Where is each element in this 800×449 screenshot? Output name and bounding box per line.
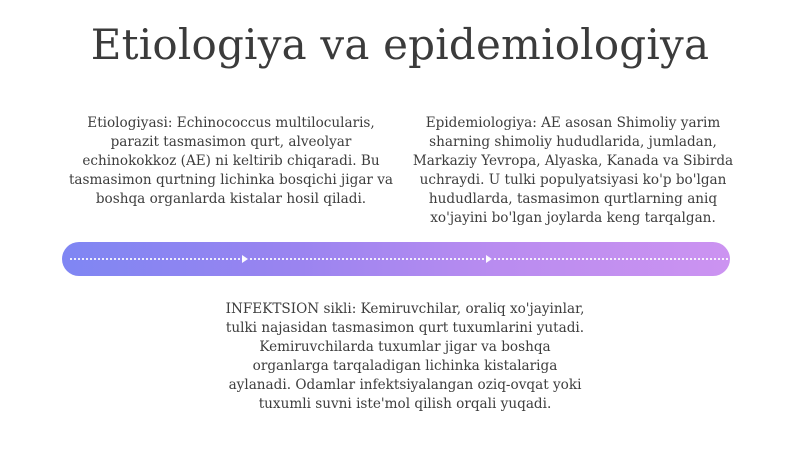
timeline-bar — [62, 242, 730, 276]
etiology-text: Etiologiyasi: Echinococcus multilocularis, parazit tasmasimon qurt, alveolyar echinokokkoz (AE) ni keltirib chiqaradi. Bu tasmasimon qurtning lichinka bosqichi jigar va boshqa organlarda kistalar hosil qiladi. — [68, 115, 394, 207]
timeline-arrow-1 — [70, 258, 244, 260]
arrow-head-icon — [760, 255, 766, 263]
timeline-arrow-2 — [250, 258, 488, 260]
arrow-head-icon — [486, 255, 492, 263]
timeline-arrow-3 — [494, 258, 762, 260]
arrow-head-icon — [242, 255, 248, 263]
slide-title: Etiologiya va epidemiologiya — [90, 20, 710, 69]
epidemiology-text: Epidemiologiya: AE asosan Shimoliy yarim sharning shimoliy hududlarida, jumladan, Markaziy Yevropa, Alyaska, Kanada va Sibirda uchraydi. U tulki populyatsiyasi ko'p bo'lgan hududlarda, tasmasimon qurtlarning aniq xo'jayini bo'lgan joylarda keng tarqalgan. — [412, 115, 734, 226]
infection-cycle-text: INFEKTSION sikli: Kemiruvchilar, oraliq xo'jayinlar, tulki najasidan tasmasimon qurt tuxumlarini yutadi. Kemiruvchilarda tuxumlar jigar va boshqa organlarga tarqaladigan lichinka kistalariga aylanadi. Odamlar infektsiyalangan oziq-ovqat yoki tuxumli suvni iste'mol qilish orqali yuqadi. — [225, 301, 585, 412]
